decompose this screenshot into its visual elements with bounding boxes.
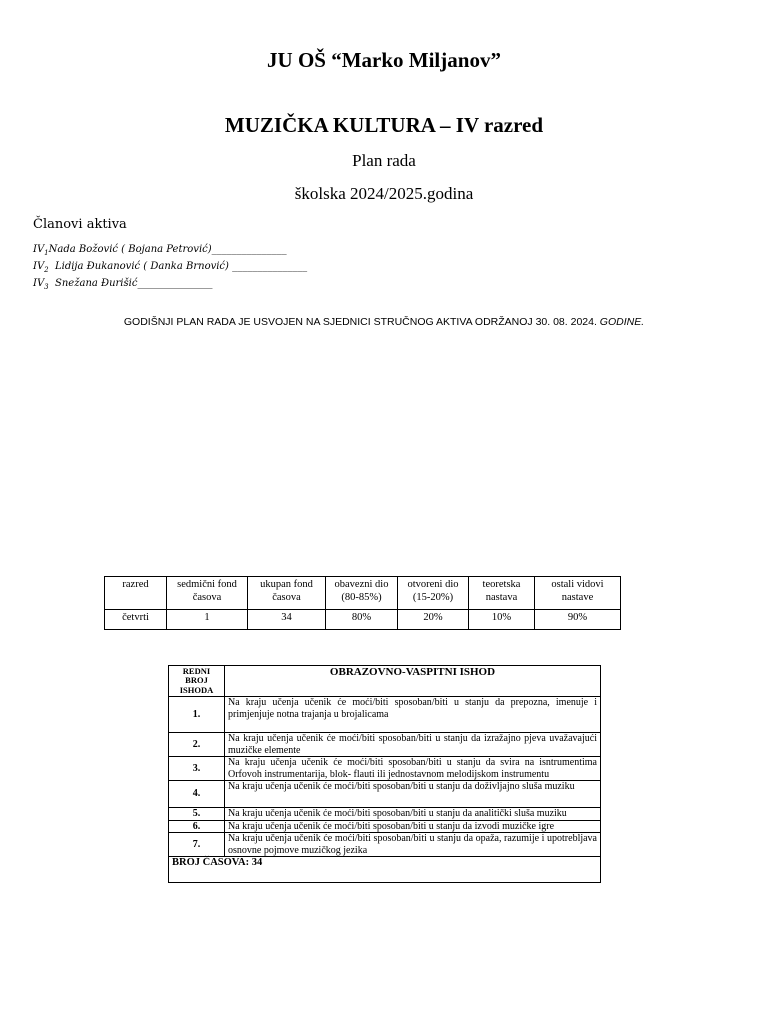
member-text: Lidija Đukanović ( Danka Brnović) _______________ xyxy=(48,261,308,272)
fund-header-cell: sedmični fond časova xyxy=(167,577,248,610)
member-text: Snežana Đurišić_______________ xyxy=(48,278,213,289)
outcome-text: Na kraju učenja učenik će moći/biti sposoban/biti u stanju da prepozna, imenuje i primjenjuje notna trajanja u brojalicama xyxy=(225,697,601,733)
outcome-row xyxy=(169,833,601,857)
outcome-number: 3. xyxy=(169,757,225,781)
fund-header-cell: ukupan fond časova xyxy=(248,577,326,610)
member-prefix: IV xyxy=(33,278,45,289)
member-line-2 xyxy=(33,260,307,277)
fund-header-cell: obavezni dio (80-85%) xyxy=(326,577,398,610)
member-text: Nada Božović ( Bojana Petrović)_______________ xyxy=(48,244,287,255)
member-line-1 xyxy=(33,243,307,260)
fund-table-header-row xyxy=(105,577,621,610)
adoption-statement xyxy=(0,316,768,328)
outcome-row xyxy=(169,808,601,821)
outcome-row xyxy=(169,820,601,833)
fund-header-cell: teoretska nastava xyxy=(469,577,535,610)
plan-title: Plan rada xyxy=(352,151,416,170)
fund-value-cell: 10% xyxy=(469,610,535,630)
outcome-text: Na kraju učenja učenik će moći/biti sposoban/biti u stanju da doživljajno sluša muziku xyxy=(225,781,601,808)
outcome-number-header: REDNI BROJ ISHODA xyxy=(169,666,225,697)
outcome-text: Na kraju učenja učenik će moći/biti sposoban/biti u stanju da analitički sluša muziku xyxy=(225,808,601,821)
outcome-text: Na kraju učenja učenik će moći/biti sposoban/biti u stanju da svira na isntrumentima Orfovoh instrumentarija, blok- flauti ili jednostavnom melodijskom instrumentu xyxy=(225,757,601,781)
fund-value-cell: 80% xyxy=(326,610,398,630)
fund-header-cell: ostali vidovi nastave xyxy=(535,577,621,610)
member-sub: 1 xyxy=(44,249,49,257)
adoption-text: GODIŠNJI PLAN RADA JE USVOJEN NA SJEDNICI STRUČNOG AKTIVA ODRŽANOJ 30. 08. 2024. xyxy=(123,316,600,328)
outcome-number: 2. xyxy=(169,733,225,757)
member-prefix: IV xyxy=(33,261,45,272)
member-line-3 xyxy=(33,277,307,294)
outcome-number: 6. xyxy=(169,820,225,833)
members-list xyxy=(33,243,307,294)
fund-value-cell: 1 xyxy=(167,610,248,630)
fund-value-cell: 20% xyxy=(398,610,469,630)
outcome-row xyxy=(169,733,601,757)
member-sub: 2 xyxy=(44,266,49,274)
fund-table xyxy=(104,576,621,630)
fund-table-value-row xyxy=(105,610,621,630)
members-title: Članovi aktiva xyxy=(33,217,127,232)
outcome-number: 5. xyxy=(169,808,225,821)
outcome-text: Na kraju učenja učenik će moći/biti sposoban/biti u stanju da izvodi muzičke igre xyxy=(225,820,601,833)
outcome-number: 4. xyxy=(169,781,225,808)
fund-value-cell: četvrti xyxy=(105,610,167,630)
outcome-text: Na kraju učenja učenik će moći/biti sposoban/biti u stanju da izražajno pjeva uvažavajući muzičke elemente xyxy=(225,733,601,757)
outcomes-header-row xyxy=(169,666,601,697)
member-prefix: IV xyxy=(33,244,45,255)
subject-title: MUZIČKA KULTURA – IV razred xyxy=(224,113,544,137)
outcomes-table xyxy=(168,665,601,883)
lesson-count: BROJ ČASOVA: 34 xyxy=(169,857,601,883)
member-sub: 3 xyxy=(44,283,49,291)
school-name: JU OŠ “Marko Miljanov” xyxy=(267,48,501,72)
adoption-suffix: GODINE. xyxy=(599,316,645,328)
outcome-text: Na kraju učenja učenik će moći/biti sposoban/biti u stanju da opaža, razumije i upotrebljava osnovne pojmove muzičkog jezika xyxy=(225,833,601,857)
school-year: školska 2024/2025.godina xyxy=(294,184,474,203)
outcome-number: 1. xyxy=(169,697,225,733)
fund-value-cell: 90% xyxy=(535,610,621,630)
outcome-row xyxy=(169,781,601,808)
fund-value-cell: 34 xyxy=(248,610,326,630)
outcomes-footer-row xyxy=(169,857,601,883)
outcome-number: 7. xyxy=(169,833,225,857)
outcome-title-header: OBRAZOVNO-VASPITNI ISHOD xyxy=(225,666,601,697)
fund-header-cell: razred xyxy=(105,577,167,610)
fund-header-cell: otvoreni dio (15-20%) xyxy=(398,577,469,610)
outcome-row xyxy=(169,697,601,733)
outcome-row xyxy=(169,757,601,781)
